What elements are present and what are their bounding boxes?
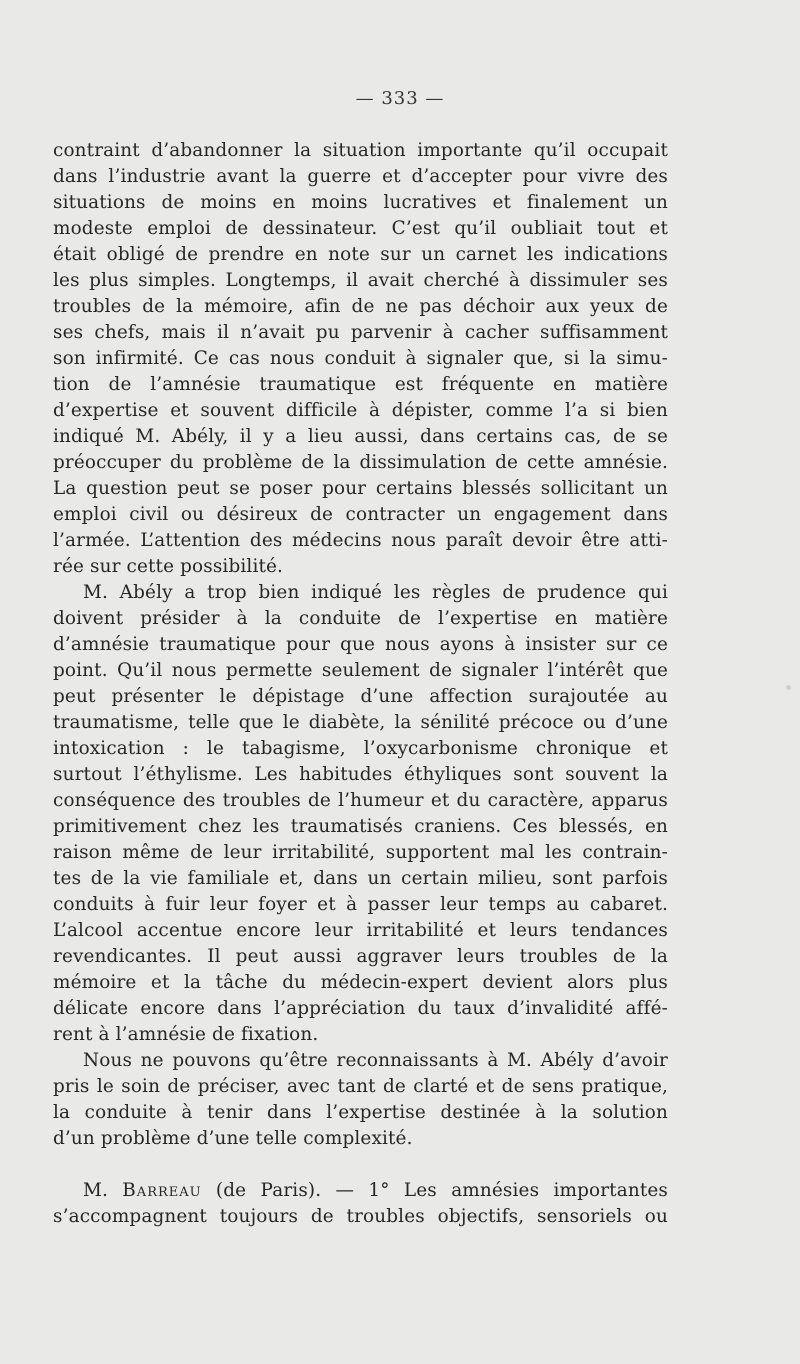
text-line: revendicantes. Il peut aussi aggraver leurs troubles de la [53, 946, 668, 967]
text-line: situations de moins en moins lucratives et finalement un [53, 192, 668, 213]
speaker-line [53, 1178, 668, 1204]
text-line: s’accompagnent toujours de troubles objectifs, sensoriels ou [53, 1206, 668, 1227]
speaker-name: Barreau [122, 1180, 202, 1201]
text-line: délicate encore dans l’appréciation du taux d’invalidité affé- [53, 998, 668, 1019]
text-line: intoxication : le tabagisme, l’oxycarbonisme chronique et [53, 738, 668, 759]
text-line: doivent présider à la conduite de l’expertise en matière [53, 608, 668, 629]
text-line: rent à l’amnésie de fixation. [53, 1024, 319, 1045]
text-line: conduits à fuir leur foyer et à passer leur temps au cabaret. [53, 894, 668, 915]
text-line: M. Abély a trop bien indiqué les règles de prudence qui [83, 582, 668, 603]
text-line: d’expertise et souvent difficile à dépister, comme l’a si bien [53, 400, 668, 421]
text-line: ses chefs, mais il n’avait pu parvenir à cacher suffisamment [53, 322, 668, 343]
paragraph-gap [53, 1152, 668, 1178]
text-line: était obligé de prendre en note sur un carnet les indications [53, 244, 668, 265]
text-line: tes de la vie familiale et, dans un certain milieu, sont parfois [53, 868, 668, 889]
body-text [53, 138, 668, 1230]
speaker-suffix: (de Paris). — 1° Les amnésies importantes [201, 1180, 668, 1201]
text-line: l’armée. L’attention des médecins nous paraît devoir être atti- [53, 530, 668, 551]
paper-speck [786, 685, 791, 690]
text-line: La question peut se poser pour certains blessés sollicitant un [53, 478, 668, 499]
text-line: L’alcool accentue encore leur irritabilité et leurs tendances [53, 920, 668, 941]
text-line: Nous ne pouvons qu’être reconnaissants à M. Abély d’avoir [83, 1050, 668, 1071]
text-line: pris le soin de préciser, avec tant de clarté et de sens pratique, [53, 1076, 668, 1097]
text-line: troubles de la mémoire, afin de ne pas déchoir aux yeux de [53, 296, 668, 317]
speaker-prefix: M. [83, 1180, 123, 1201]
text-line: peut présenter le dépistage d’une affection surajoutée au [53, 686, 668, 707]
text-line: raison même de leur irritabilité, supportent mal les contrain- [53, 842, 668, 863]
text-line: emploi civil ou désireux de contracter un engagement dans [53, 504, 668, 525]
page-number: — 333 — [355, 88, 445, 109]
text-line: rée sur cette possibilité. [53, 556, 284, 577]
text-line: d’amnésie traumatique pour que nous ayons à insister sur ce [53, 634, 668, 655]
text-line: préoccuper du problème de la dissimulation de cette amnésie. [53, 452, 668, 473]
text-line: primitivement chez les traumatisés craniens. Ces blessés, en [53, 816, 668, 837]
text-line: traumatisme, telle que le diabète, la sénilité précoce ou d’une [53, 712, 668, 733]
text-line: dans l’industrie avant la guerre et d’accepter pour vivre des [53, 166, 668, 187]
text-line: surtout l’éthylisme. Les habitudes éthyliques sont souvent la [53, 764, 668, 785]
text-line: mémoire et la tâche du médecin-expert devient alors plus [53, 972, 668, 993]
text-line: la conduite à tenir dans l’expertise destinée à la solution [53, 1102, 668, 1123]
text-line: conséquence des troubles de l’humeur et du caractère, apparus [53, 790, 668, 811]
text-line: son infirmité. Ce cas nous conduit à signaler que, si la simu- [53, 348, 668, 369]
text-line: contraint d’abandonner la situation importante qu’il occupait [53, 140, 668, 161]
text-line: tion de l’amnésie traumatique est fréquente en matière [53, 374, 668, 395]
text-line: point. Qu’il nous permette seulement de signaler l’intérêt que [53, 660, 668, 681]
text-line: indiqué M. Abély, il y a lieu aussi, dans certains cas, de se [53, 426, 668, 447]
text-line: les plus simples. Longtemps, il avait cherché à dissimuler ses [53, 270, 668, 291]
text-line: modeste emploi de dessinateur. C’est qu’il oubliait tout et [53, 218, 668, 239]
text-line: d’un problème d’une telle complexité. [53, 1128, 413, 1149]
